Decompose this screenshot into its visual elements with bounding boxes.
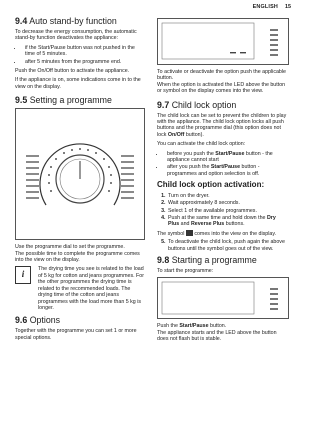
paragraph: If the appliance is on, some indications come in to the view on the display. (15, 77, 141, 90)
list-item: 1. Turn on the dryer. (167, 193, 287, 199)
section-heading-starting-programme: 9.8 Starting a programme (157, 255, 257, 266)
paragraph: To start the programme: (157, 268, 214, 275)
note-text: The drying time you see is related to the load of 5 kg for cotton and jeans programmes. For the other programmes the drying time is related to the recommended loads. The drying time of the cotton and jeans programmes with the load more than 5 kg is longer. (38, 266, 144, 311)
list-item: • before you push the Start/Pause button - the appliance cannot start (165, 151, 287, 164)
bullet-list (157, 151, 287, 178)
left-column (15, 16, 145, 344)
paragraph: When the option is activated the LED above the button or symbol on the display comes into the view. (157, 81, 286, 95)
language-label: ENGLISH (252, 4, 278, 10)
list-item: • if the Start/Pause button was not pushed in the time of 5 minutes. (23, 45, 145, 58)
info-note (15, 266, 145, 311)
list-item: 4. Push at the same time and hold down the Dry Plus and Reverse Plus buttons. (167, 215, 287, 228)
paragraph: Together with the programme you can set 1 or more special options. (15, 328, 137, 341)
section-heading-setting-programme: 9.5 Setting a programme (15, 95, 112, 106)
info-icon: i (15, 266, 31, 284)
paragraph: The appliance starts and the LED above the button does not flash but is stable. (157, 329, 277, 343)
options-panel-figure (157, 18, 289, 65)
list-item: • after you push the Start/Pause button - programmes and option selection is off. (165, 164, 287, 177)
paragraph: Push the Start/Pause button. (157, 323, 227, 330)
paragraph: Use the programme dial to set the programme. (15, 244, 125, 251)
subheading-child-lock-activation: Child lock option activation: (157, 180, 265, 190)
list-item: 3. Select 1 of the available programmes. (167, 208, 287, 214)
paragraph: To decrease the energy consumption, the automatic stand-by function deactivates the appliance: (15, 29, 137, 42)
list-item: • after 5 minutes from the programme end. (23, 59, 145, 65)
child-lock-icon (186, 230, 193, 236)
paragraph: The possible time to complete the programme comes into the view on the display. (15, 250, 140, 264)
list-item: 2. Wait approximately 8 seconds. (167, 200, 287, 206)
section-heading-options: 9.6 Options (15, 315, 61, 326)
numbered-list (157, 239, 287, 252)
list-item: 5. To deactivate the child lock, push again the above buttons until the symbol goes out of the view. (167, 239, 287, 252)
paragraph: To activate or deactivate the option push the applicable button. (157, 69, 286, 82)
page-header (0, 0, 300, 14)
paragraph: The symbol comes into the view on the display. (157, 230, 277, 237)
programme-dial-figure (15, 108, 145, 240)
numbered-list (157, 193, 287, 228)
right-column (157, 16, 287, 346)
section-heading-child-lock: 9.7 Child lock option (157, 99, 237, 110)
paragraph: The child lock can be set to prevent the children to play with the appliance. The child lock option locks all push buttons and the programme dial (this option does not lock On/Off button). (157, 112, 287, 138)
page-number: 15 (285, 4, 291, 10)
paragraph: Push the On/Off button to activate the appliance. (15, 68, 130, 75)
paragraph: You can activate the child lock option: (157, 141, 246, 148)
bullet-list (15, 45, 145, 65)
section-heading-auto-standby: 9.4 Auto stand-by function (15, 16, 117, 26)
start-panel-figure (157, 277, 289, 319)
